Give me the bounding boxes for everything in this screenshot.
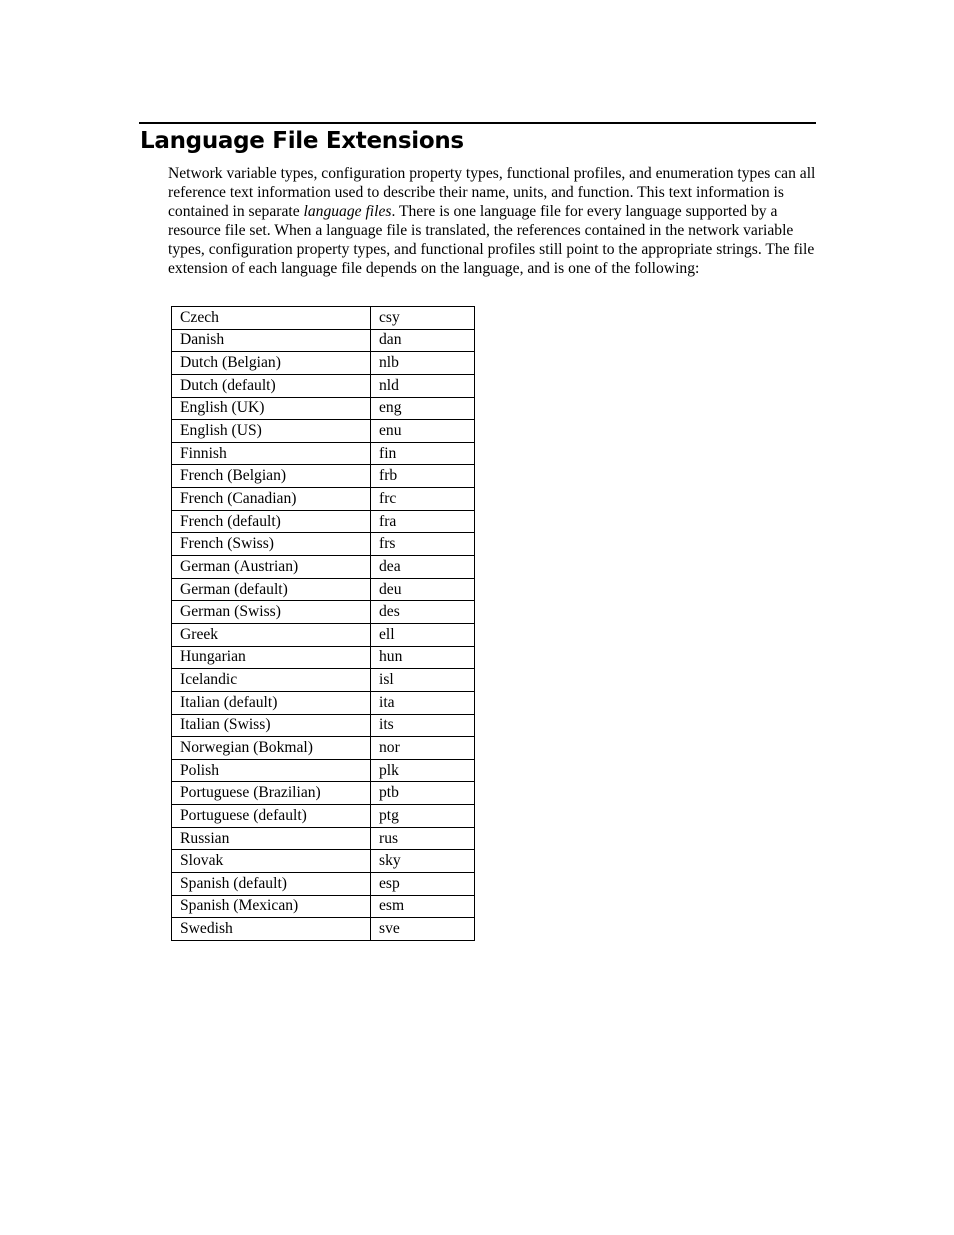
- intro-text-start: Network variable types, configuration property types, functional profiles, and enumeration types can all reference text information used to describe their name, units, and function. This text information is contained in separate: [168, 165, 816, 220]
- table-row: [172, 578, 475, 601]
- table-row: [172, 895, 475, 918]
- language-name-cell: French (Canadian): [172, 488, 371, 511]
- intro-text-end: . There is one language file for every language supported by a resource file set. When a language file is translated, the references contained in the network variable types, configuration property types, and functional profiles still point to the appropriate strings. The file extension of each language file depends on the language, and is one of the following:: [168, 202, 815, 277]
- file-extension-cell: frs: [371, 533, 475, 556]
- language-name-cell: Danish: [172, 329, 371, 352]
- table-row: [172, 782, 475, 805]
- table-row: [172, 669, 475, 692]
- table-row: [172, 397, 475, 420]
- table-row: [172, 873, 475, 896]
- table-row: [172, 510, 475, 533]
- table-row: [172, 759, 475, 782]
- file-extension-cell: sky: [371, 850, 475, 873]
- language-name-cell: Slovak: [172, 850, 371, 873]
- language-name-cell: Italian (Swiss): [172, 714, 371, 737]
- table-row: [172, 646, 475, 669]
- table-row: [172, 805, 475, 828]
- file-extension-cell: ptg: [371, 805, 475, 828]
- file-extension-cell: esm: [371, 895, 475, 918]
- file-extension-cell: rus: [371, 827, 475, 850]
- file-extension-cell: its: [371, 714, 475, 737]
- language-name-cell: Russian: [172, 827, 371, 850]
- file-extension-cell: ita: [371, 691, 475, 714]
- table-row: [172, 556, 475, 579]
- language-name-cell: Portuguese (Brazilian): [172, 782, 371, 805]
- language-name-cell: Spanish (Mexican): [172, 895, 371, 918]
- language-name-cell: Finnish: [172, 442, 371, 465]
- file-extension-cell: deu: [371, 578, 475, 601]
- table-row: [172, 533, 475, 556]
- language-name-cell: Dutch (Belgian): [172, 352, 371, 375]
- table-row: [172, 850, 475, 873]
- language-name-cell: German (default): [172, 578, 371, 601]
- file-extension-cell: frb: [371, 465, 475, 488]
- language-name-cell: Czech: [172, 307, 371, 330]
- language-name-cell: Spanish (default): [172, 873, 371, 896]
- language-name-cell: Greek: [172, 623, 371, 646]
- file-extension-cell: plk: [371, 759, 475, 782]
- language-name-cell: Portuguese (default): [172, 805, 371, 828]
- table-row: [172, 918, 475, 941]
- file-extension-cell: sve: [371, 918, 475, 941]
- file-extension-cell: isl: [371, 669, 475, 692]
- file-extension-cell: hun: [371, 646, 475, 669]
- file-extension-cell: fin: [371, 442, 475, 465]
- table-row: [172, 442, 475, 465]
- table-row: [172, 827, 475, 850]
- language-name-cell: Hungarian: [172, 646, 371, 669]
- table-row: [172, 714, 475, 737]
- file-extension-cell: csy: [371, 307, 475, 330]
- table-row: [172, 307, 475, 330]
- language-name-cell: French (default): [172, 510, 371, 533]
- file-extension-cell: dan: [371, 329, 475, 352]
- file-extension-cell: des: [371, 601, 475, 624]
- file-extension-cell: enu: [371, 420, 475, 443]
- table-row: [172, 465, 475, 488]
- intro-italic-term: language files: [303, 202, 392, 220]
- language-name-cell: French (Belgian): [172, 465, 371, 488]
- file-extension-cell: frc: [371, 488, 475, 511]
- section-title: Language File Extensions: [140, 128, 464, 154]
- table-row: [172, 601, 475, 624]
- table-row: [172, 352, 475, 375]
- language-name-cell: Norwegian (Bokmal): [172, 737, 371, 760]
- table-row: [172, 623, 475, 646]
- file-extension-cell: fra: [371, 510, 475, 533]
- language-name-cell: Swedish: [172, 918, 371, 941]
- file-extension-cell: ptb: [371, 782, 475, 805]
- language-name-cell: German (Austrian): [172, 556, 371, 579]
- table-row: [172, 488, 475, 511]
- language-name-cell: English (UK): [172, 397, 371, 420]
- language-name-cell: English (US): [172, 420, 371, 443]
- table-row: [172, 420, 475, 443]
- file-extension-cell: nlb: [371, 352, 475, 375]
- language-extension-table-body: [172, 307, 475, 941]
- file-extension-cell: esp: [371, 873, 475, 896]
- file-extension-cell: ell: [371, 623, 475, 646]
- language-name-cell: Polish: [172, 759, 371, 782]
- file-extension-cell: nld: [371, 374, 475, 397]
- file-extension-cell: nor: [371, 737, 475, 760]
- table-row: [172, 737, 475, 760]
- table-row: [172, 374, 475, 397]
- file-extension-cell: dea: [371, 556, 475, 579]
- section-rule: [139, 122, 816, 124]
- language-name-cell: Dutch (default): [172, 374, 371, 397]
- file-extension-cell: eng: [371, 397, 475, 420]
- language-extension-table: [171, 306, 475, 941]
- table-row: [172, 329, 475, 352]
- intro-paragraph: [168, 165, 818, 278]
- language-name-cell: German (Swiss): [172, 601, 371, 624]
- language-name-cell: Italian (default): [172, 691, 371, 714]
- table-row: [172, 691, 475, 714]
- language-name-cell: French (Swiss): [172, 533, 371, 556]
- language-name-cell: Icelandic: [172, 669, 371, 692]
